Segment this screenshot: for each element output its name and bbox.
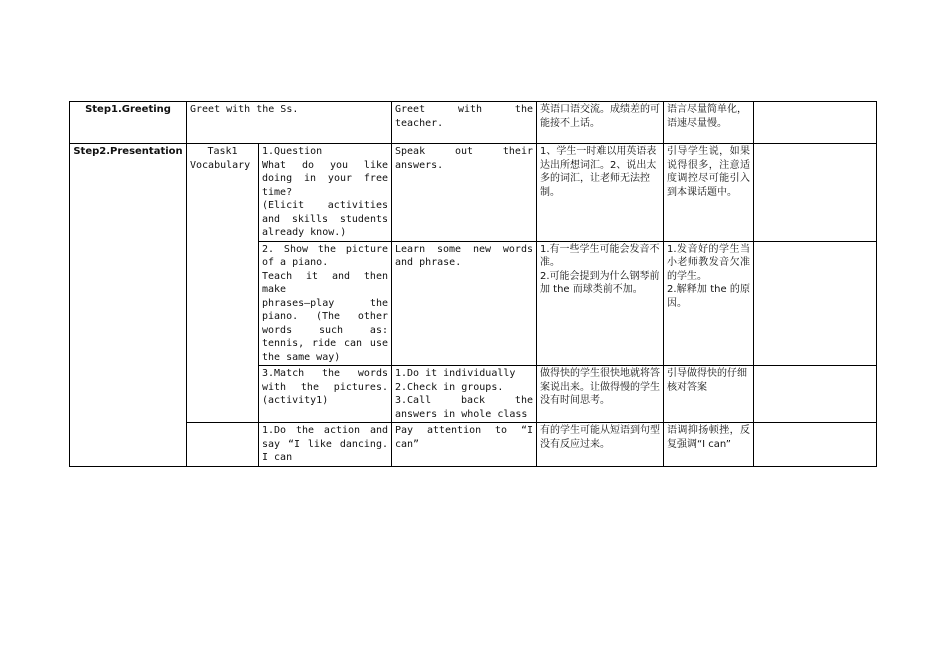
problems-piano [537, 241, 664, 366]
teacher-line: 1.Question [262, 146, 323, 157]
tips-greeting: 语言尽量简单化，语速尽量慢。 [664, 102, 754, 144]
tips-action: 语调抑扬顿挫，反复强调“I can” [664, 423, 754, 467]
problems-greeting: 英语口语交流。成绩差的可能接不上话。 [537, 102, 664, 144]
student-line: 2.Check in groups. [395, 381, 504, 393]
tips-piano [664, 241, 754, 366]
tips-question: 引导学生说，如果说得很多，注意适度调控尽可能引入到本课话题中。 [664, 144, 754, 242]
teacher-line: Teach it and then make [262, 270, 388, 295]
step-presentation: Step2.Presentation [70, 144, 187, 467]
task-name: Vocabulary [190, 159, 251, 171]
teacher-line: 2. Show the picture of a piano. [262, 243, 388, 268]
teacher-line: phrases—play the piano. (The other words such as: tennis, ride can use the same way) [262, 297, 388, 363]
student-activity-question: Speak out their answers. [392, 144, 537, 242]
problems-action: 有的学生可能从短语到句型没有反应过来。 [537, 423, 664, 467]
table-row-question [70, 144, 877, 242]
teacher-activity-question [259, 144, 392, 242]
lesson-plan-table [69, 101, 877, 467]
teacher-line: What do you like doing in your free time? [262, 159, 388, 198]
tip-line: 2.解释加 the 的原因。 [667, 284, 750, 309]
table-row-greeting [70, 102, 877, 144]
table-row-action [70, 423, 877, 467]
tip-line: 1.发音好的学生当小老师教发音欠准的学生。 [667, 243, 750, 282]
problem-line: 2.可能会提到为什么钢琴前加 the 而球类前不加。 [540, 270, 660, 295]
problems-match: 做得快的学生很快地就将答案说出来。让做得慢的学生没有时间思考。 [537, 366, 664, 423]
teacher-activity-greeting: Greet with the Ss. [187, 102, 392, 144]
empty-cell [754, 144, 877, 242]
student-activity-greeting: Greet with the teacher. [392, 102, 537, 144]
student-line: 1.Do it individually [395, 368, 516, 379]
step-greeting: Step1.Greeting [70, 102, 187, 144]
empty-cell [754, 241, 877, 366]
empty-cell [754, 423, 877, 467]
problem-line: 1.有一些学生可能会发音不准。 [540, 243, 660, 268]
student-activity-piano: Learn some new words and phrase. [392, 241, 537, 366]
student-activity-match [392, 366, 537, 423]
teacher-line: (Elicit activities and skills students already know.) [262, 200, 388, 238]
problems-question: 1、学生一时难以用英语表达出所想词汇。2、说出太多的词汇，让老师无法控制。 [537, 144, 664, 242]
task-label: Task1 [207, 146, 238, 157]
teacher-activity-piano [259, 241, 392, 366]
student-activity-action: Pay attention to “I can” [392, 423, 537, 467]
tips-match: 引导做得快的仔细核对答案 [664, 366, 754, 423]
empty-cell [754, 366, 877, 423]
teacher-activity-match: 3.Match the words with the pictures. (activity1) [259, 366, 392, 423]
empty-cell [754, 102, 877, 144]
teacher-activity-action: 1.Do the action and say “I like dancing. I can [259, 423, 392, 467]
empty-task-cell [187, 423, 259, 467]
student-line: 3.Call back the answers in whole class [395, 395, 533, 420]
task-vocabulary [187, 144, 259, 423]
